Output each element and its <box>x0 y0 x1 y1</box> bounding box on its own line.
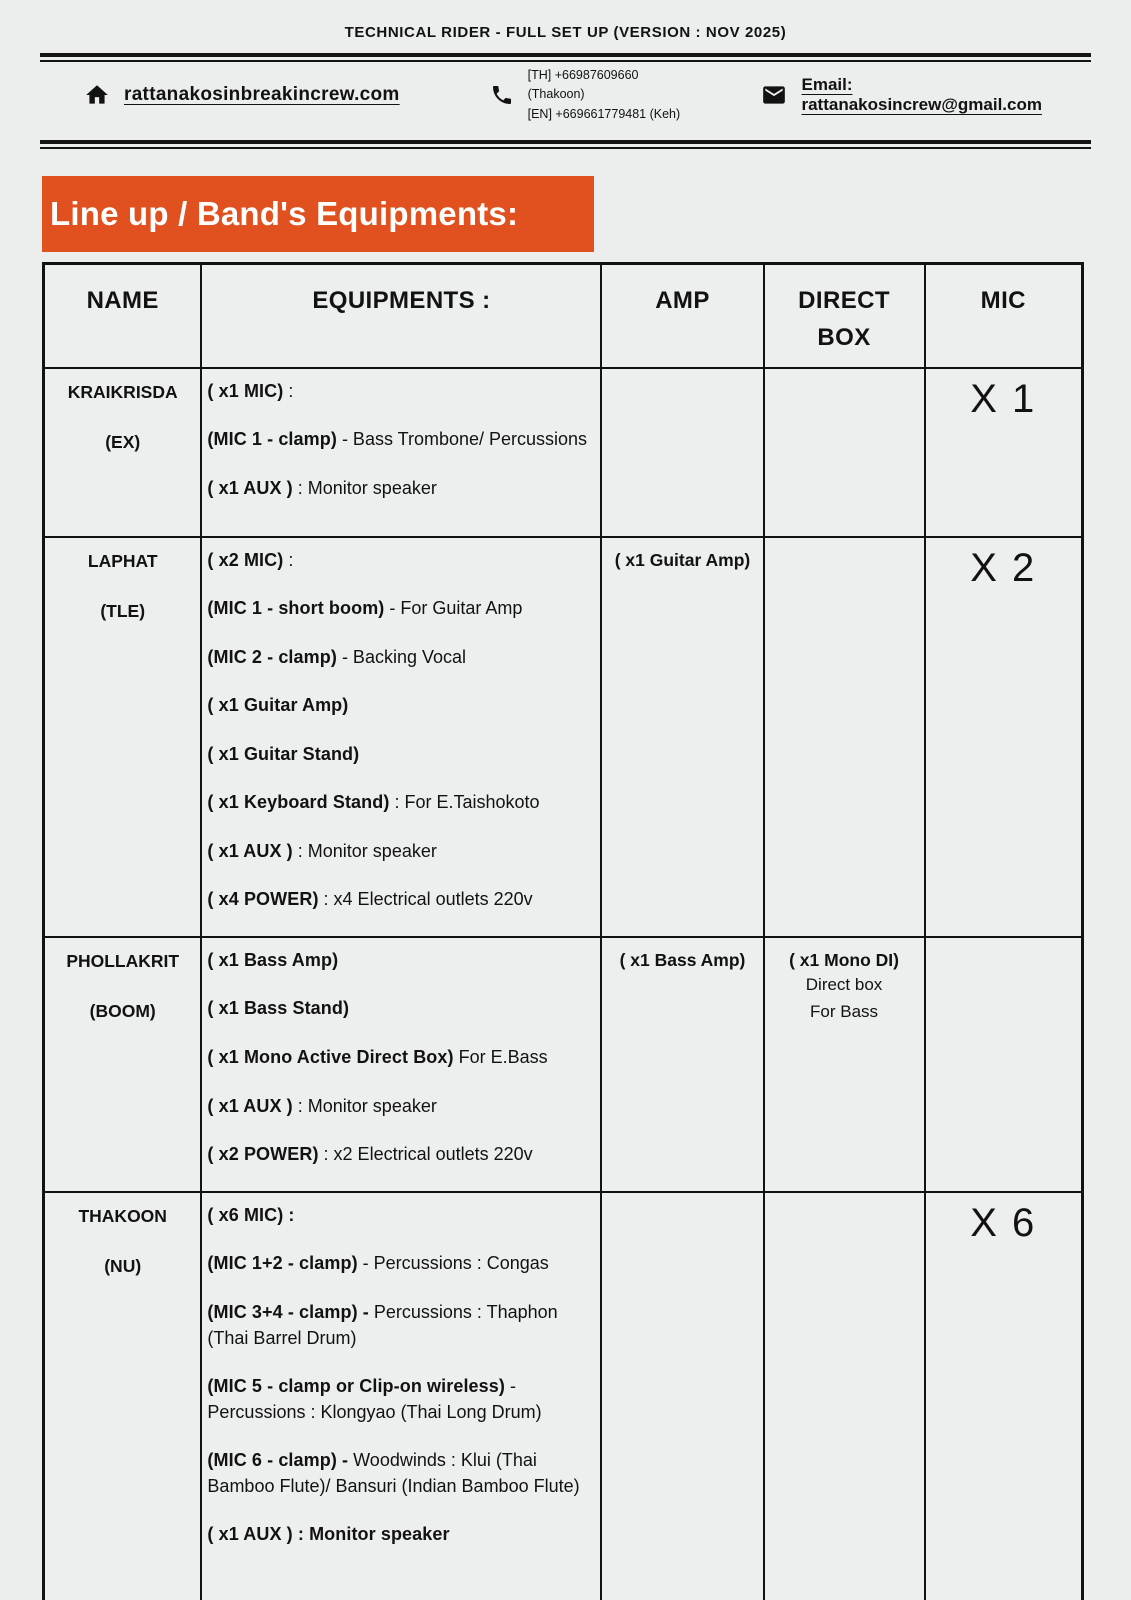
equipment-item-detail: : Monitor speaker <box>292 1095 437 1116</box>
table-row <box>44 368 1083 537</box>
direct-box-detail: Direct box <box>805 974 883 994</box>
equipment-item-label: (MIC 1 - short boom) <box>207 598 385 619</box>
equipment-item-detail: : Monitor speaker <box>292 840 437 861</box>
equipment-item <box>207 1300 594 1351</box>
direct-box-cell <box>764 537 925 937</box>
amp-value: ( x1 Guitar Amp) <box>614 549 751 570</box>
table-row <box>44 537 1083 937</box>
table-header-row <box>44 264 1083 368</box>
phone-numbers <box>528 66 694 124</box>
equipment-item-detail: Percussions : Thaphon (Thai Barrel Drum) <box>207 1301 558 1348</box>
amp-cell <box>601 537 763 937</box>
member-name-cell <box>44 368 202 537</box>
member-name: PHOLLAKRIT <box>66 950 180 971</box>
member-nickname: (TLE) <box>100 600 146 621</box>
equipment-item-label: (MIC 1 - clamp) <box>207 429 337 450</box>
equipment-item <box>207 427 594 453</box>
member-name: THAKOON <box>78 1205 167 1226</box>
equipment-item-detail: : Monitor speaker <box>292 477 437 498</box>
table-body <box>44 368 1083 1600</box>
equipment-item-detail: : <box>283 380 294 401</box>
divider-contact-bottom <box>40 140 1091 149</box>
equipment-item-label: (MIC 3+4 - clamp) - <box>207 1301 369 1322</box>
equipment-item-detail: - Backing Vocal <box>336 646 467 667</box>
equipment-item <box>207 1374 594 1425</box>
equipments-cell <box>201 937 601 1192</box>
equipment-item <box>207 596 594 622</box>
equipment-item-detail: For E.Bass <box>453 1046 548 1067</box>
equipment-item-label: ( x1 MIC) <box>207 380 284 401</box>
equipment-item-label: ( x2 POWER) <box>207 1144 319 1165</box>
direct-box-detail: For Bass <box>810 1002 879 1022</box>
column-header-mic: MIC <box>925 264 1083 368</box>
amp-cell <box>601 368 763 537</box>
column-header-equipments: EQUIPMENTS : <box>201 264 601 368</box>
table-row <box>44 1192 1083 1600</box>
divider-top <box>40 53 1091 62</box>
website-url[interactable]: rattanakosinbreakincrew.com <box>124 84 400 105</box>
equipment-item-label: ( x1 Guitar Stand) <box>207 743 360 764</box>
column-header-direct-box: DIRECT BOX <box>764 264 925 368</box>
member-name-cell <box>44 1192 202 1600</box>
equipment-item-label: (MIC 5 - clamp or Clip-on wireless) <box>207 1376 505 1397</box>
equipments-cell <box>201 1192 601 1600</box>
phone-th: [TH] +66987609660 (Thakoon) <box>527 67 639 102</box>
equipment-item-label: ( x1 AUX ) : Monitor speaker <box>207 1524 450 1545</box>
mail-icon <box>761 82 787 108</box>
equipment-item-detail: : For E.Taishokoto <box>389 792 540 813</box>
email-link[interactable] <box>761 75 1089 115</box>
amp-value: ( x1 Bass Amp) <box>619 949 746 970</box>
equipment-item-label: ( x1 AUX ) <box>207 1095 293 1116</box>
mic-count: X 6 <box>970 1200 1037 1245</box>
direct-box-cell <box>764 368 925 537</box>
mic-count: X 1 <box>970 376 1037 421</box>
phone-en: [EN] +669661779481 (Keh) <box>527 106 681 121</box>
equipment-item <box>207 839 594 865</box>
equipment-item-detail: : x4 Electrical outlets 220v <box>318 889 533 910</box>
member-nickname: (BOOM) <box>89 1000 156 1021</box>
equipment-item <box>207 476 594 502</box>
member-nickname: (NU) <box>104 1255 142 1276</box>
equipment-item-detail: - Percussions : Klongyao (Thai Long Drum) <box>207 1376 542 1422</box>
equipment-item <box>207 742 594 768</box>
equipment-item-detail: Woodwinds : Klui (Thai Bamboo Flute)/ Bansuri (Indian Bamboo Flute) <box>207 1450 580 1496</box>
email-address[interactable]: Email: rattanakosincrew@gmail.com <box>801 75 1042 114</box>
phone-icon <box>490 83 514 107</box>
mic-count: X 2 <box>970 545 1037 590</box>
equipment-item <box>207 1142 594 1168</box>
mic-count-cell <box>925 368 1083 537</box>
amp-cell <box>601 937 763 1192</box>
equipment-item-label: ( x2 MIC) <box>207 549 284 570</box>
mic-count-cell <box>925 1192 1083 1600</box>
equipment-item-label: (MIC 1+2 - clamp) <box>207 1253 358 1274</box>
equipment-item <box>207 645 594 671</box>
equipment-item <box>207 887 594 913</box>
member-nickname: (EX) <box>105 431 141 452</box>
equipment-item-label: ( x4 POWER) <box>207 889 319 910</box>
mic-count-cell <box>925 937 1083 1192</box>
equipment-item-label: ( x1 Bass Stand) <box>207 998 350 1019</box>
section-title: Line up / Band's Equipments: <box>50 195 519 232</box>
equipment-item <box>207 790 594 816</box>
equipment-item-detail: - Percussions : Congas <box>357 1253 549 1274</box>
direct-box-cell <box>764 1192 925 1600</box>
equipments-cell <box>201 368 601 537</box>
equipment-item-label: (MIC 2 - clamp) <box>207 646 337 667</box>
amp-cell <box>601 1192 763 1600</box>
equipment-item <box>207 1094 594 1120</box>
section-banner <box>42 176 594 252</box>
equipment-item-label: ( x6 MIC) : <box>207 1204 295 1225</box>
member-name-cell <box>44 537 202 937</box>
equipment-item-detail: : <box>283 549 294 570</box>
equipment-item-detail: : x2 Electrical outlets 220v <box>318 1144 533 1165</box>
equipment-item <box>207 1251 594 1277</box>
equipment-item-label: ( x1 Mono Active Direct Box) <box>207 1046 454 1067</box>
equipment-table <box>42 262 1084 1600</box>
mic-count-cell <box>925 537 1083 937</box>
direct-box-cell <box>764 937 925 1192</box>
home-icon <box>84 82 110 108</box>
phone-contact <box>490 66 694 124</box>
equipment-item <box>207 548 594 574</box>
equipment-item <box>207 1045 594 1071</box>
member-name-cell <box>44 937 202 1192</box>
equipment-item-label: ( x1 Keyboard Stand) <box>207 792 390 813</box>
equipments-cell <box>201 537 601 937</box>
equipment-item-detail: - Bass Trombone/ Percussions <box>336 429 588 450</box>
equipment-item <box>207 693 594 719</box>
equipment-item-label: ( x1 Guitar Amp) <box>207 695 349 716</box>
table-row <box>44 937 1083 1192</box>
column-header-amp: AMP <box>601 264 763 368</box>
document-title: TECHNICAL RIDER - FULL SET UP (VERSION : NOV 2025) <box>344 24 787 41</box>
equipment-item <box>207 1203 594 1229</box>
equipment-item <box>207 379 594 405</box>
equipment-item-label: (MIC 6 - clamp) - <box>207 1450 349 1471</box>
equipment-item-label: ( x1 AUX ) <box>207 477 293 498</box>
equipment-item <box>207 1448 594 1499</box>
member-name: KRAIKRISDA <box>67 381 178 402</box>
member-name: LAPHAT <box>87 550 158 571</box>
equipment-item <box>207 948 594 974</box>
direct-box-label: ( x1 Mono DI) <box>789 949 899 970</box>
equipment-item <box>207 996 594 1022</box>
website-link[interactable] <box>84 82 400 108</box>
equipment-item-detail: - For Guitar Amp <box>384 598 523 619</box>
equipment-item-label: ( x1 Bass Amp) <box>207 949 339 970</box>
contact-bar <box>42 62 1089 128</box>
equipment-item <box>207 1522 594 1548</box>
column-header-name: NAME <box>44 264 202 368</box>
equipment-item-label: ( x1 AUX ) <box>207 840 293 861</box>
